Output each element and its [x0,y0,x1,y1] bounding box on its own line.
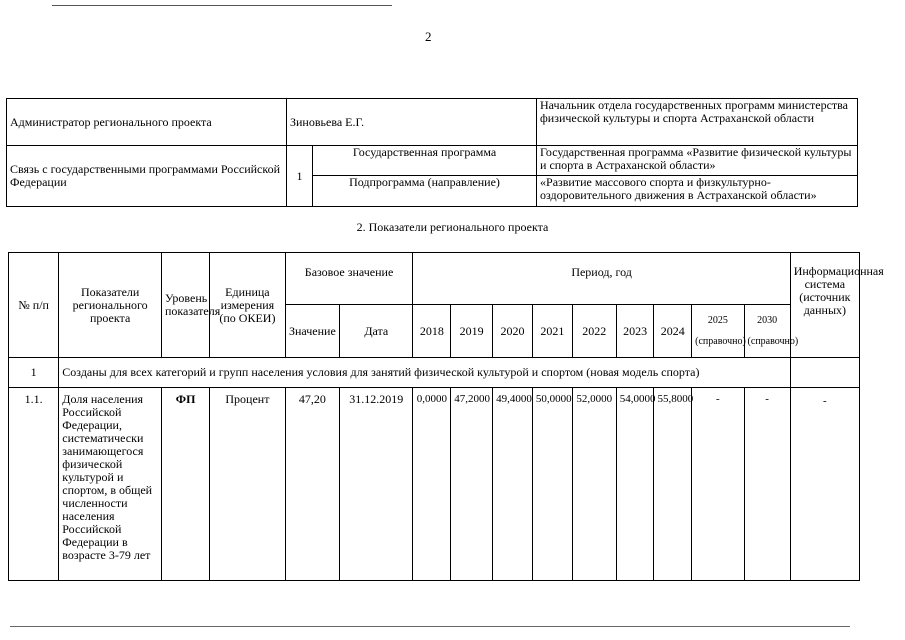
row-unit: Процент [210,388,285,581]
admin-position: Начальник отдела государственных программ министерства физической культуры и спорта Астраханской области [537,99,858,146]
subprogram-label: Подпрограмма (направление) [313,176,537,207]
group-source-empty [790,358,859,388]
header-base: Базовое значение [285,253,413,305]
header-unit: Единица измерения (по ОКЕИ) [210,253,285,358]
header-period: Период, год [413,253,790,305]
top-rule [52,5,392,6]
year-2030-note: (справочно) [747,335,799,347]
row-value-2022: 52,0000 [572,388,616,581]
header-year-2030 [744,305,799,358]
row-value-2020: 49,4000 [493,388,533,581]
year-2025-label: 2025 [707,314,728,326]
group-num: 1 [9,358,59,388]
year-2025-note: (справочно) [695,335,746,347]
header-level: Уровень показателя [161,253,209,358]
row-value-2025: - [692,388,744,581]
year-2030-label: 2030 [757,314,778,326]
row-value-2024: 55,8000 [654,388,692,581]
group-text: Созданы для всех категорий и групп населения условия для занятий физической культурой и спортом (новая модель спорта) [59,358,790,388]
state-program-label: Государственная программа [313,146,537,176]
indicators-table [8,252,884,581]
row-value-2021: 50,0000 [532,388,572,581]
row-value-2019: 47,2000 [451,388,493,581]
row-value-2023: 54,0000 [616,388,654,581]
header-year-2020: 2020 [493,305,533,358]
page-number: 2 [425,29,432,44]
row-indicator: Доля населения Российской Федерации, систематически занимающегося физической культурой и спортом, в общей численности населения Российской Федерации в возрасте 3-79 лет [59,388,162,581]
header-year-2018: 2018 [413,305,451,358]
header-base-date: Дата [340,305,413,358]
admin-label: Администратор регионального проекта [7,99,287,146]
header-source: Информационная система (источник данных) [790,253,859,358]
header-year-2025 [692,305,744,358]
row-value-2030: - [744,388,790,581]
link-number: 1 [287,146,313,207]
project-info-table [6,98,858,207]
header-indicator: Показатели регионального проекта [59,253,162,358]
row-source: - [790,388,859,581]
header-base-value: Значение [285,305,339,358]
admin-name: Зиновьева Е.Г. [287,99,537,146]
header-year-2022: 2022 [572,305,616,358]
header-year-2024: 2024 [654,305,692,358]
row-base-date: 31.12.2019 [340,388,413,581]
row-base-value: 47,20 [285,388,339,581]
bottom-rule [10,626,850,627]
header-year-2023: 2023 [616,305,654,358]
state-program-value: Государственная программа «Развитие физической культуры и спорта в Астраханской области» [537,146,858,176]
header-year-2019: 2019 [451,305,493,358]
header-num: № п/п [9,253,59,358]
row-value-2018: 0,0000 [413,388,451,581]
link-label: Связь с государственными программами Российской Федерации [7,146,287,207]
subprogram-value: «Развитие массового спорта и физкультурно-оздоровительного движения в Астраханской области» [537,176,858,207]
row-level: ФП [161,388,209,581]
header-year-2021: 2021 [532,305,572,358]
section-title: 2. Показатели регионального проекта [356,220,549,234]
row-num: 1.1. [9,388,59,581]
